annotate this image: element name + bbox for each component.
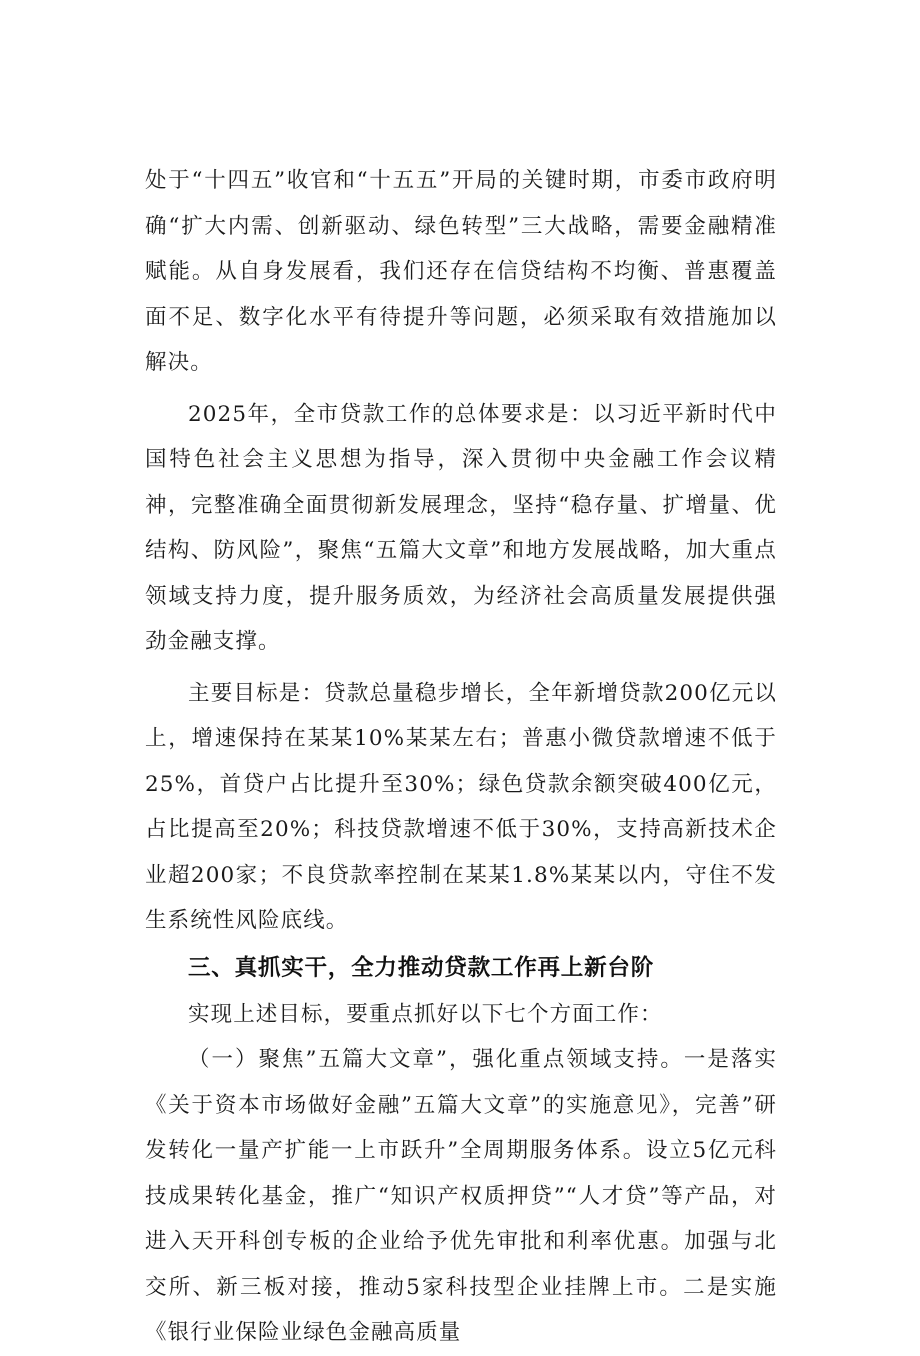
paragraph-main-targets: 主要目标是：贷款总量稳步增长，全年新增贷款200亿元以上，增速保持在某某10%某某左右；普惠小微贷款增速不低于25%，首贷户占比提升至30%；绿色贷款余额突破400亿元，占比提高至20%；科技贷款增速不低于30%，支持高新技术企业超200家；不良贷款率控制在某某1.8%某某以内，守住不发生系统性风险底线。 (145, 680, 777, 933)
paragraph-intro: 实现上述目标，要重点抓好以下七个方面工作： (188, 1001, 663, 1027)
document-body (145, 158, 777, 1356)
paragraph-continued: 处于“十四五”收官和“十五五”开局的关键时期，市委市政府明确“扩大内需、创新驱动、绿色转型”三大战略，需要金融精准赋能。从自身发展看，我们还存在信贷结构不均衡、普惠覆盖面不足、数字化水平有待提升等问题，必须采取有效措施加以解决。 (145, 168, 777, 375)
paragraph-item-1: （一）聚焦”五篇大文章”，强化重点领域支持。一是落实《关于资本市场做好金融”五篇大文章”的实施意见》，完善”研发转化一量产扩能一上市跃升”全周期服务体系。设立5亿元科技成果转化基金，推广“知识产权质押贷”“人才贷”等产品，对进入天开科创专板的企业给予优先审批和利率优惠。加强与北交所、新三板对接，推动5家科技型企业挂牌上市。二是实施《银行业保险业绿色金融高质量 (145, 1047, 777, 1345)
section-heading: 三、真抓实干，全力推动贷款工作再上新台阶 (188, 954, 655, 981)
paragraph-general-requirements: 2025年，全市贷款工作的总体要求是：以习近平新时代中国特色社会主义思想为指导，深入贯彻中央金融工作会议精神，完整准确全面贯彻新发展理念，坚持“稳存量、扩增量、优结构、防风险”，聚焦“五篇大文章”和地方发展战略，加大重点领域支持力度，提升服务质效，为经济社会高质量发展提供强劲金融支撑。 (145, 401, 777, 654)
